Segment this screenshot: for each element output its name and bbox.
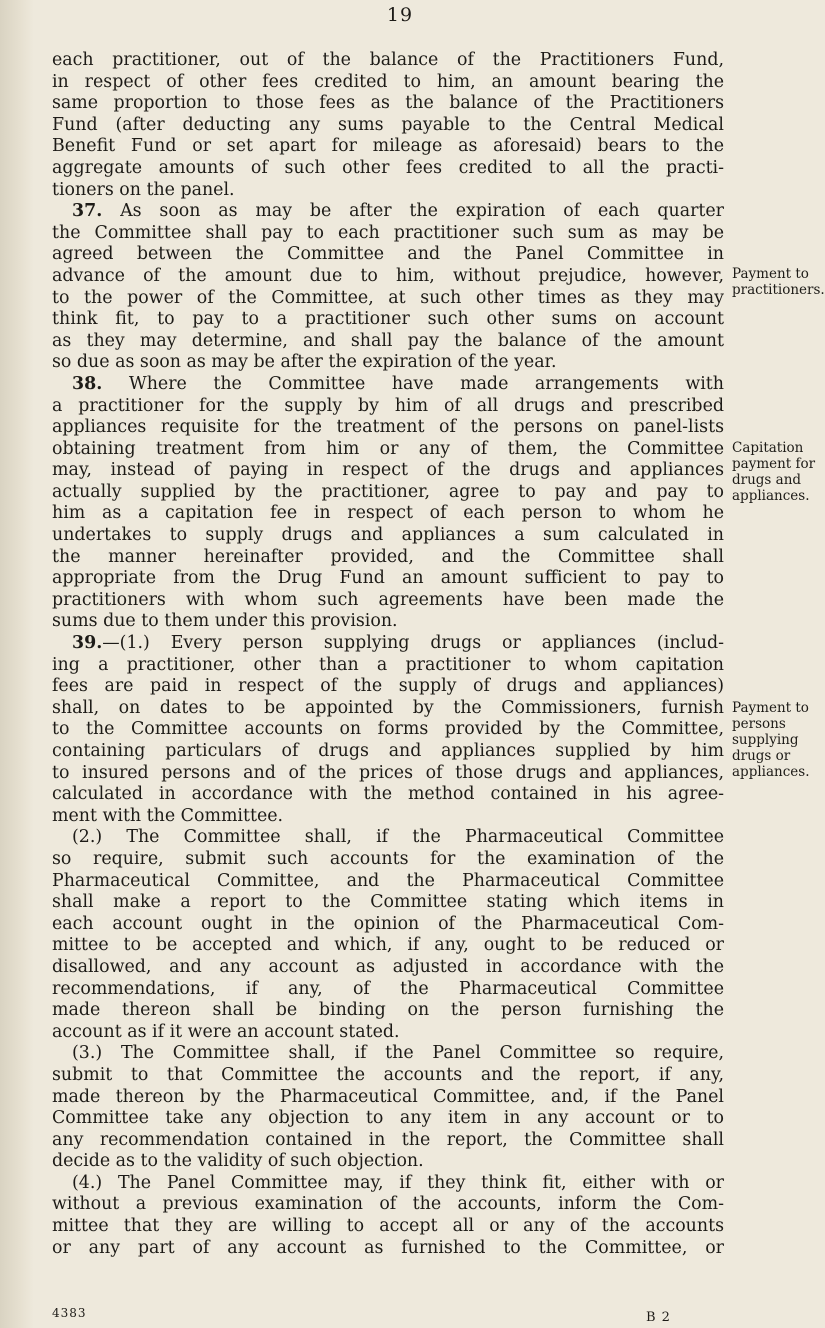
text-line [52, 201, 724, 223]
line-text: As soon as may be after the expiration of each quarter [102, 201, 724, 222]
margin-note-line: payment for [732, 456, 816, 472]
text-line: tioners on the panel. [52, 179, 235, 200]
line-text: Where the Committee have made arrangements with [102, 373, 724, 394]
text-line: aggregate amounts of such other fees credited to all the practi- [52, 157, 724, 178]
text-line: a practitioner for the supply by him of all drugs and prescribed [52, 395, 724, 416]
text-line: think fit, to pay to a practitioner such other sums on account [52, 309, 724, 330]
text-line: containing particulars of drugs and appliances supplied by him [52, 741, 724, 761]
section-number: 37. [72, 201, 103, 222]
text-line: practitioners with whom such agreements have been made the [52, 589, 724, 610]
text-line: to the power of the Committee, at such other times as they may [52, 287, 724, 308]
text-line: to insured persons and of the prices of those drugs and appliances, [52, 762, 724, 783]
text-line: him as a capitation fee in respect of each person to whom he [52, 503, 724, 524]
margin-note-line: supplying [732, 732, 799, 748]
text-line: each account ought in the opinion of the Pharmaceutical Com- [52, 913, 724, 934]
text-line: agreed between the Committee and the Panel Committee in [52, 244, 724, 265]
margin-note-line: Payment to [732, 266, 809, 282]
text-line: ment with the Committee. [52, 805, 284, 826]
text-line: ing a practitioner, other than a practitioner to whom capitation [52, 654, 724, 675]
text-line: account as if it were an account stated. [52, 1021, 400, 1042]
text-line: made thereon by the Pharmaceutical Committee, and, if the Panel [52, 1086, 724, 1107]
text-line: recommendations, if any, of the Pharmaceutical Committee [52, 978, 724, 999]
text-line: (4.) The Panel Committee may, if they think fit, either with or [72, 1172, 724, 1193]
margin-note-payment-to-practitioners [732, 266, 825, 298]
text-line: so require, submit such accounts for the examination of the [52, 848, 724, 869]
printer-code: 4383 [52, 1306, 87, 1320]
subsection-3 [52, 1043, 724, 1173]
signature-mark: B 2 [646, 1310, 671, 1325]
page-number: 19 [386, 4, 414, 26]
text-line: same proportion to those fees as the balance of the Practitioners [52, 93, 724, 114]
text-line: advance of the amount due to him, without prejudice, however, [52, 265, 724, 286]
body-text [52, 50, 724, 1259]
text-line: decide as to the validity of such objection. [52, 1151, 424, 1172]
margin-note-line: appliances. [732, 488, 810, 504]
text-line: shall, on dates to be appointed by the Commissioners, furnish [52, 697, 724, 718]
text-line: mittee that they are willing to accept all or any of the accounts [52, 1216, 724, 1237]
text-line: as they may determine, and shall pay the balance of the amount [52, 330, 724, 351]
text-line: to the Committee accounts on forms provided by the Committee, [52, 719, 724, 740]
paragraph-continuation [52, 50, 724, 201]
text-line: or any part of any account as furnished to the Committee, or [52, 1237, 724, 1258]
margin-note-line: practitioners. [732, 282, 825, 298]
margin-note-line: Capitation [732, 440, 804, 456]
section-38 [52, 374, 724, 633]
text-line [52, 374, 724, 396]
section-39 [52, 633, 724, 827]
text-line: actually supplied by the practitioner, agree to pay and pay to [52, 481, 724, 502]
section-number: 39. [72, 633, 103, 654]
text-line: fees are paid in respect of the supply of drugs and appliances) [52, 676, 724, 697]
text-line: any recommendation contained in the report, the Committee shall [52, 1129, 724, 1150]
text-line: (3.) The Committee shall, if the Panel Committee so require, [72, 1043, 724, 1064]
text-line: submit to that Committee the accounts and the report, if any, [52, 1064, 724, 1085]
section-number: 38. [72, 373, 103, 394]
text-line: calculated in accordance with the method contained in his agree- [52, 784, 724, 805]
text-line: sums due to them under this provision. [52, 611, 398, 632]
text-line: made thereon shall be binding on the person furnishing the [52, 1000, 724, 1021]
text-line: Benefit Fund or set apart for mileage as aforesaid) bears to the [52, 136, 724, 157]
line-text: —(1.) Every person supplying drugs or appliances (includ- [102, 633, 724, 654]
subsection-4 [52, 1173, 724, 1259]
text-line: may, instead of paying in respect of the drugs and appliances [52, 460, 724, 481]
section-37 [52, 201, 724, 374]
text-line: without a previous examination of the accounts, inform the Com- [52, 1194, 724, 1215]
margin-note-line: Payment to [732, 700, 809, 716]
text-line: appropriate from the Drug Fund an amount sufficient to pay to [52, 568, 724, 589]
margin-note-line: appliances. [732, 764, 810, 780]
margin-note-payment-to-suppliers [732, 700, 810, 780]
text-line: undertakes to supply drugs and appliances a sum calculated in [52, 525, 724, 546]
text-line: mittee to be accepted and which, if any, ought to be reduced or [52, 935, 724, 956]
text-line: the Committee shall pay to each practitioner such sum as may be [52, 222, 724, 243]
text-line [52, 633, 724, 655]
margin-note-line: drugs and [732, 472, 802, 488]
text-line: shall make a report to the Committee stating which items in [52, 892, 724, 913]
text-line: obtaining treatment from him or any of them, the Committee [52, 438, 724, 459]
text-line: the manner hereinafter provided, and the Committee shall [52, 546, 724, 567]
text-line: each practitioner, out of the balance of the Practitioners Fund, [52, 50, 724, 70]
page-binding-edge [0, 0, 34, 1328]
margin-note-line: drugs or [732, 748, 791, 764]
text-line: disallowed, and any account as adjusted in accordance with the [52, 956, 724, 977]
margin-note-capitation-payment [732, 440, 816, 504]
text-line: appliances requisite for the treatment of the persons on panel-lists [52, 417, 724, 438]
text-line: Fund (after deducting any sums payable to the Central Medical [52, 114, 724, 135]
text-line: Pharmaceutical Committee, and the Pharmaceutical Committee [52, 870, 724, 891]
margin-note-line: persons [732, 716, 786, 732]
text-line: so due as soon as may be after the expiration of the year. [52, 352, 557, 373]
subsection-2 [52, 827, 724, 1043]
text-line: Committee take any objection to any item in any account or to [52, 1108, 724, 1129]
text-line: in respect of other fees credited to him, an amount bearing the [52, 71, 724, 92]
text-line: (2.) The Committee shall, if the Pharmaceutical Committee [72, 827, 724, 848]
